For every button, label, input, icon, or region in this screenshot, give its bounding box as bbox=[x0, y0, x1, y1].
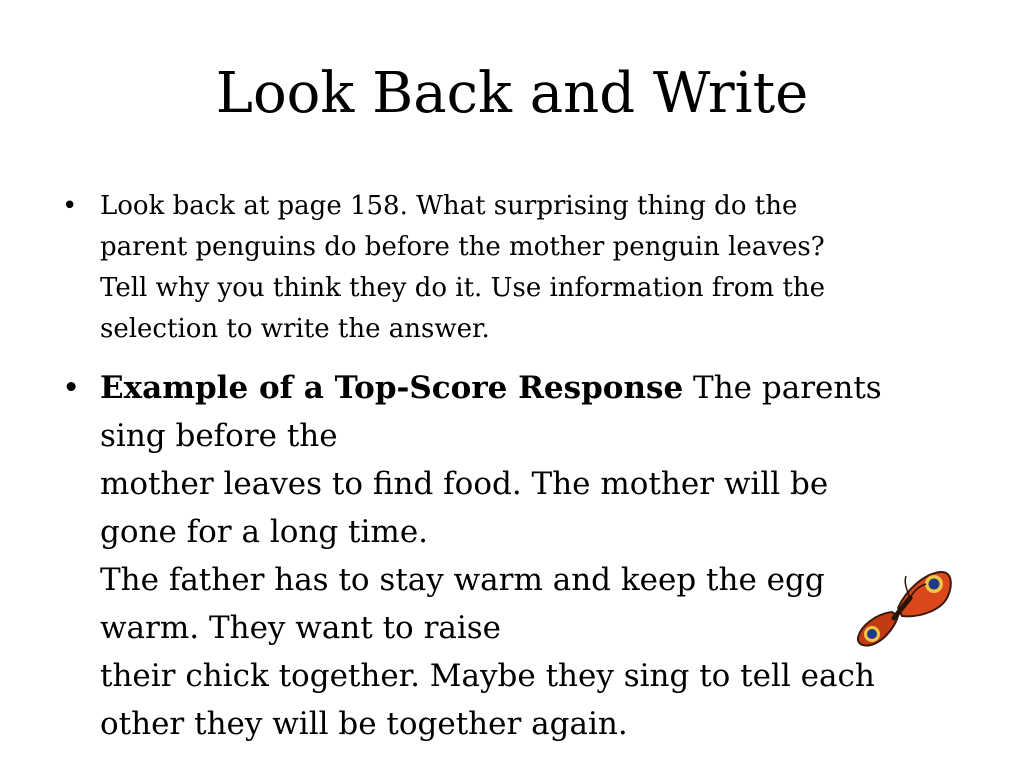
bullet-line: other they will be together again. bbox=[100, 706, 628, 742]
butterfly-icon bbox=[854, 568, 954, 650]
bullet-line: sing before the bbox=[100, 418, 338, 454]
bullet-line: selection to write the answer. bbox=[100, 314, 490, 344]
butterfly-eye-spot bbox=[929, 579, 940, 590]
bullet-marker: • bbox=[62, 191, 78, 221]
bullet-line: gone for a long time. bbox=[100, 514, 429, 550]
response-heading: Example of a Top-Score Response bbox=[100, 370, 684, 406]
bullet-line-rest: The parents bbox=[683, 370, 882, 406]
bullet-first-line bbox=[100, 364, 962, 412]
bullet-text bbox=[100, 364, 962, 748]
butterfly-eye-spot bbox=[867, 629, 877, 639]
bullet-line: The father has to stay warm and keep the egg bbox=[100, 562, 825, 598]
bullet-line: their chick together. Maybe they sing to tell each bbox=[100, 658, 875, 694]
bullet-line: mother leaves to find food. The mother will be bbox=[100, 466, 829, 502]
bullet-line: Tell why you think they do it. Use information from the bbox=[100, 273, 826, 303]
bullet-item-response bbox=[62, 364, 962, 748]
bullet-text bbox=[100, 186, 962, 350]
bullet-line: parent penguins do before the mother penguin leaves? bbox=[100, 232, 825, 262]
slide-title: Look Back and Write bbox=[215, 61, 809, 126]
bullet-marker: • bbox=[62, 370, 81, 406]
bullet-line: Look back at page 158. What surprising thing do the bbox=[100, 191, 798, 221]
bullet-item-prompt bbox=[62, 186, 962, 350]
bullet-line: warm. They want to raise bbox=[100, 610, 502, 646]
